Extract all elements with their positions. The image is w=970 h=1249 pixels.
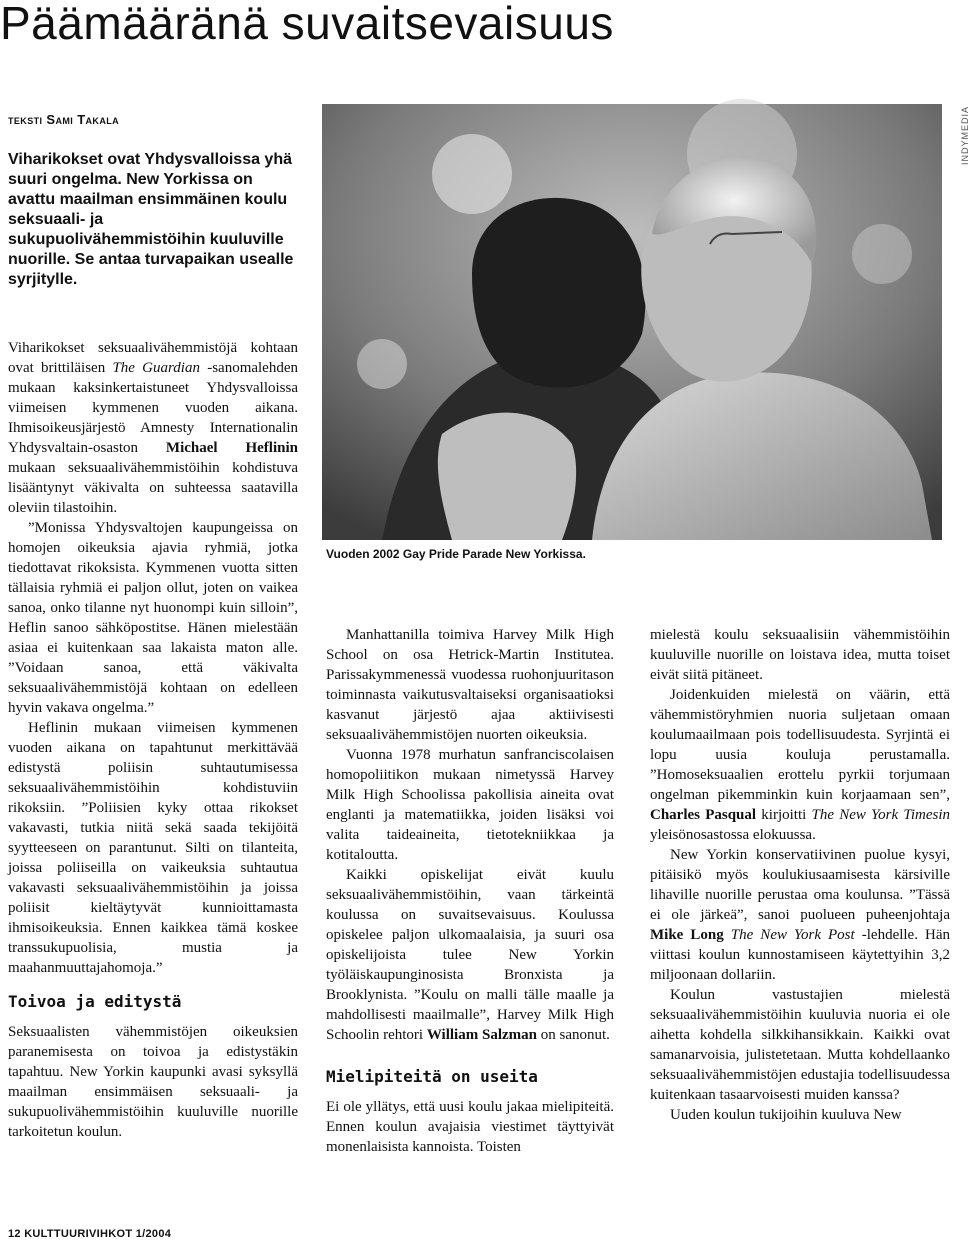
- paragraph: Koulun vastustajien mielestä seksuaalivähemmistöihin kuuluvia nuoria ei ole aihetta kohdella silkkihansikkain. Kaikki ovat samanarvoisia, julistetetaan. Mutta kohdellaanko seksuaalivähemmistöjen edustajia todellisuudessa kuitenkaan tasaarvoisesti muiden kanssa?: [650, 987, 950, 1103]
- page-footer: 12 KULTTUURIVIHKOT 1/2004: [8, 1228, 172, 1240]
- paragraph: New Yorkin konservatiivinen puolue kysyi, pitäisikö myös koulukiusaamisesta kärsiville lihaville nuorille perustaa oma koulunsa. ”Tässä ei ole järkeä”, sanoi puolueen puheenjohtaja Mike Long The New York Post -lehdelle. Hän viittasi koulun kunnostamiseen käytettyihin 3,2 miljoonaan dollariin.: [650, 847, 950, 983]
- lead-paragraph: Viharikokset ovat Yhdysvalloissa yhä suuri ongelma. New Yorkissa on avattu maailman ensimmäinen koulu seksuaali- ja sukupuolivähemmistöihin kuuluville nuorille. Se antaa turvapaikan usealle syrjitylle.: [8, 151, 294, 288]
- subheading: Mielipiteitä on useita: [326, 1067, 538, 1086]
- article-photo: [322, 104, 942, 540]
- paragraph: mielestä koulu seksuaalisiin vähemmistöihin kuuluville nuorille on loistava idea, mutta toiset eivät siitä pitäneet.: [650, 627, 950, 683]
- photo-illustration: [322, 104, 942, 540]
- subheading: Toivoa ja editystä: [8, 992, 182, 1011]
- paragraph: Ei ole yllätys, että uusi koulu jakaa mielipiteitä. Ennen koulun avajaisia viestimet täyttyivät monenlaisista kannoista. Toisten: [326, 1099, 614, 1155]
- page-title: Päämääränä suvaitsevaisuus: [0, 0, 614, 49]
- paragraph: Vuonna 1978 murhatun sanfranciscolaisen homopoliitikon mukaan nimetyssä Harvey Milk High Schoolissa pakollisia aineita ovat englanti ja matematiikka, joiden lisäksi voi valita taideaineita, tietotekniikkaa ja kotitaloutta.: [326, 747, 614, 863]
- column-1: [8, 338, 298, 1142]
- column-2: [326, 625, 614, 1157]
- paragraph: Heflinin mukaan viimeisen kymmenen vuoden aikana on tapahtunut merkittävää edistystä poliisin suhtautumisessa seksuaalivähemmistöihin kohdistuviin rikoksiin. ”Poliisien kyky ottaa rikokset vakavasti, tutkia niitä sekä saada tekijöitä syytteeseen on parantunut. Silti on tilanteita, joissa poliiseilla on vaikeuksia suhtautua vakavasti seksuaalivähemmistöihin ja joissa poliisit kieltäytyvät kunnioittamasta ihmisoikeuksia. Ennen kaikkea tämä koskee transsukupuolisia, mustia ja maahanmuuttajahomoja.”: [8, 720, 298, 976]
- photo-credit: INDYMEDIA: [960, 106, 970, 166]
- photo-caption: Vuoden 2002 Gay Pride Parade New Yorkissa.: [326, 547, 586, 561]
- paragraph: Uuden koulun tukijoihin kuuluva New: [670, 1107, 902, 1123]
- column-3: [650, 625, 950, 1125]
- paragraph: ”Monissa Yhdysvaltojen kaupungeissa on homojen oikeuksia ajavia ryhmiä, jotka tiedottavat rikoksista. Kymmenen vuotta sitten tällaisia ryhmiä ei paljon ollut, joten on vaikea sanoa, onko tilanne nyt huonompi kuin silloin”, Heflin sanoo sähköpostitse. Hänen mielestään asiaa ei kuitenkaan saa lakaista maton alle. ”Voidaan sanoa, että väkivalta seksuaalivähemmistöjä kohtaan on edelleen hyvin vakava ongelma.”: [8, 520, 298, 716]
- byline: teksti Sami Takala: [8, 112, 120, 127]
- paragraph: Manhattanilla toimiva Harvey Milk High School on osa Hetrick-Martin Institutea. Parissakymmenessä vuodessa ruohonjuuritason toiminnasta vaikutusvaltaiseksi organisaatioksi kasvanut järjestö ajaa aktiivisesti seksuaalivähemmistöjen nuorten oikeuksia.: [326, 627, 614, 743]
- paragraph: Seksuaalisten vähemmistöjen oikeuksien paranemisesta on toivoa ja edistystäkin tapahtuu. New Yorkin kaupunki avasi syksyllä maailman ensimmäisen seksuaali- ja sukupuolivähemmistöihin kuuluville nuorille tarkoitetun koulun.: [8, 1024, 298, 1140]
- paragraph: Joidenkuiden mielestä on väärin, että vähemmistöryhmien nuoria suljetaan omaan koulumaailmaan pois todellisuudesta. Syrjintä ei lopu uusia kouluja perustamalla. ”Homoseksuaalien erottelu pyrkii torjumaan ongelman pikemminkin kuin korjaamaan sen”, Charles Pasqual kirjoitti The New York Timesin yleisönosastossa elokuussa.: [650, 687, 951, 843]
- paragraph: Viharikokset seksuaalivähemmistöjä kohtaan ovat brittiläisen The Guardian -sanomalehden mukaan kaksinkertaistuneet Yhdysvalloissa viimeisen kymmenen vuoden aikana. Ihmisoikeusjärjestö Amnesty Internationalin Yhdysvaltain-osaston Michael Heflinin mukaan seksuaalivähemmistöihin kohdistuva lisääntynyt väkivalta on suhteessa saatavilla oleviin tilastoihin.: [8, 340, 298, 516]
- paragraph: Kaikki opiskelijat eivät kuulu seksuaalivähemmistöihin, vaan tärkeintä koulussa on suvaitsevaisuus. Koulussa opiskelee paljon ulkomaalaisia, ja suuri osa opiskelijoista tulee New Yorkin työläiskaupunginosista Bronxista ja Brooklynista. ”Koulu on malli tälle maalle ja mahdollisesti maailmalle”, Harvey Milk High Schoolin rehtori William Salzman on sanonut.: [326, 867, 614, 1043]
